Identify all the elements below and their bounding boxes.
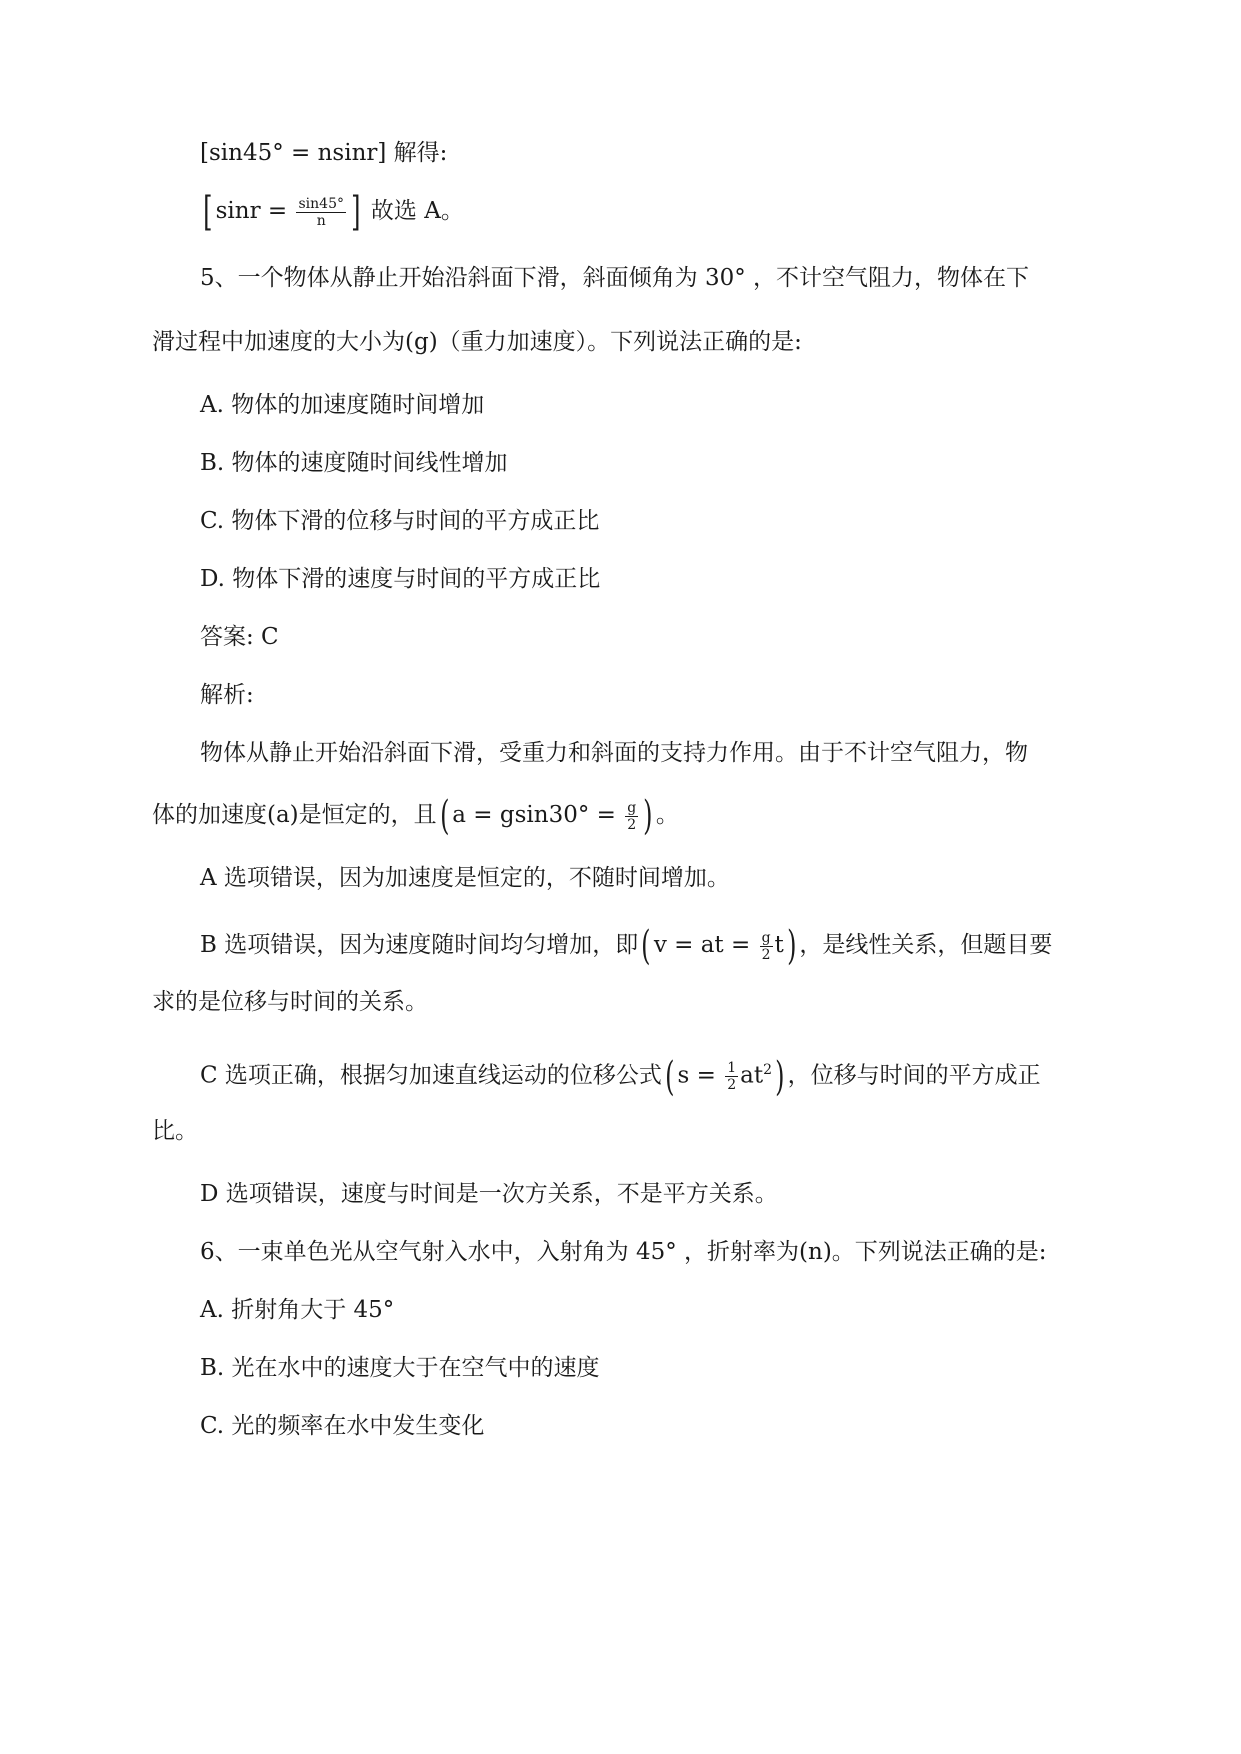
option-c-explanation-line-2: 比。 — [152, 1118, 198, 1144]
answer-line: 答案: C — [200, 624, 279, 650]
question-6-option-a: A. 折射角大于 45° — [200, 1297, 395, 1323]
analysis-line-2: 体的加速度(a)是恒定的，且( a = gsin30° = $\frac{g}{2}$ ) 。 — [152, 793, 679, 839]
question-5-option-a: A. 物体的加速度随时间增加 — [200, 392, 485, 418]
option-c-explanation: C 选项正确，根据匀加速直线运动的位移公式( s = $\frac{1}{2}$ $at^2$) ，位移与时间的平方成正 — [200, 1053, 1041, 1100]
question-5-option-b: B. 物体的速度随时间线性增加 — [200, 450, 508, 476]
question-5-line-2: 滑过程中加速度的大小为(g)（重力加速度）。下列说法正确的是: — [152, 329, 802, 355]
option-a-explanation: A 选项错误，因为加速度是恒定的，不随时间增加。 — [200, 865, 730, 891]
analysis-line-1: 物体从静止开始沿斜面下滑，受重力和斜面的支持力作用。由于不计空气阻力，物 — [200, 740, 1028, 766]
option-b-explanation: B 选项错误，因为速度随时间均匀增加，即( v = at = $\frac{g}{2}$ t) ，是线性关系，但题目要 — [200, 923, 1053, 969]
question-5-option-d: D. 物体下滑的速度与时间的平方成正比 — [200, 566, 601, 592]
fraction: $\frac{1}{2}$ — [727, 1060, 737, 1094]
equation-sinr: [ sinr = $\frac{\sin 45^\circ}{n}$ ] 故选 A。 — [203, 189, 464, 235]
fraction: $\frac{\sin 45^\circ}{n}$ — [298, 195, 344, 229]
question-6-line-1: 6、一束单色光从空气射入水中，入射角为 45° ，折射率为(n)。下列说法正确的是: — [200, 1239, 1047, 1265]
fraction: $\frac{g}{2}$ — [761, 929, 771, 963]
question-6-option-b: B. 光在水中的速度大于在空气中的速度 — [200, 1355, 600, 1381]
equation-snell: [sin45° = nsinr] 解得: — [200, 140, 448, 166]
option-d-explanation: D 选项错误，速度与时间是一次方关系，不是平方关系。 — [200, 1181, 778, 1207]
fraction: $\frac{g}{2}$ — [627, 799, 637, 833]
question-5-line-1: 5、一个物体从静止开始沿斜面下滑，斜面倾角为 30° ，不计空气阻力，物体在下 — [200, 265, 1030, 291]
analysis-label: 解析: — [200, 682, 254, 708]
question-6-option-c: C. 光的频率在水中发生变化 — [200, 1413, 485, 1439]
question-5-option-c: C. 物体下滑的位移与时间的平方成正比 — [200, 508, 600, 534]
option-b-explanation-line-2: 求的是位移与时间的关系。 — [152, 989, 428, 1015]
